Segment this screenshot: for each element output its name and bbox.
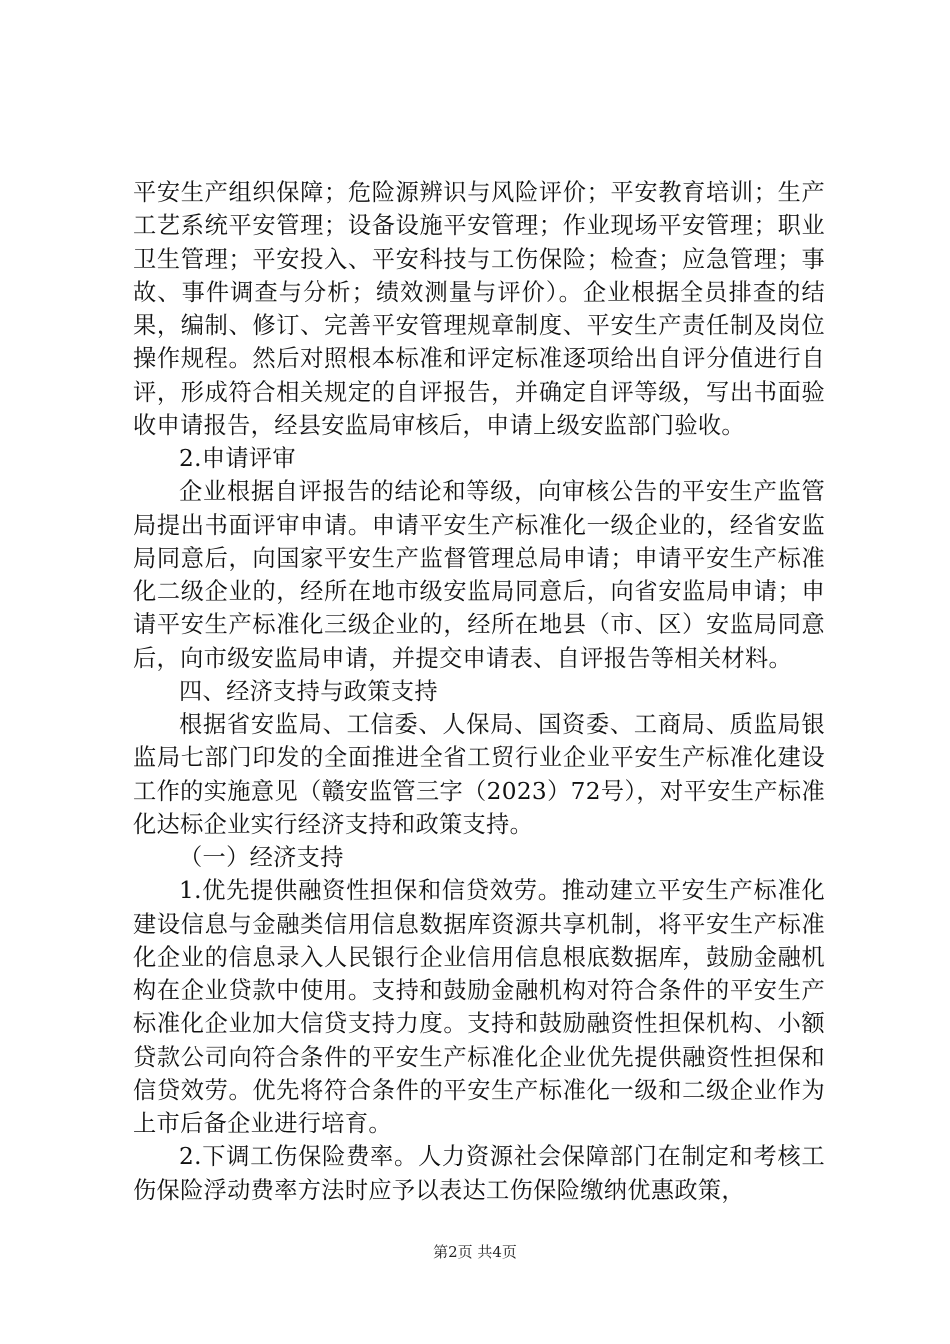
subheading-economic-support: （一）经济支持 (179, 844, 344, 871)
paragraph-financing-guarantee: 1.优先提供融资性担保和信贷效劳。推动建立平安生产标准化建设信息与金融类信用信息数据库资源共享机制，将平安生产标准化企业的信息录入人民银行企业信用信息根底数据库，鼓励金融机构在企业贷款中使用。支持和鼓励金融机构对符合条件的平安生产标准化企业加大信贷支持力度。支持和鼓励融资性担保机构、小额贷款公司向符合条件的平安生产标准化企业优先提供融资性担保和信贷效劳。优先将符合条件的平安生产标准化一级和二级企业作为上市后备企业进行培育。 (133, 877, 825, 1137)
section-heading-economic-policy-support: 四、经济支持与政策支持 (179, 677, 438, 705)
subheading-apply-review: 2.申请评审 (179, 445, 296, 472)
paragraph-apply-review: 企业根据自评报告的结论和等级，向审核公告的平安生产监管局提出书面评审申请。申请平安生产标准化一级企业的，经省安监局同意后，向国家平安生产监督管理总局申请；申请平安生产标准化二级企业的，经所在地市级安监局同意后，向省安监局申请；申请平安生产标准化三级企业的，经所在地县（市、区）安监局同意后，向市级安监局申请，并提交申请表、自评报告等相关材料。 (133, 478, 825, 672)
paragraph-policy-basis: 根据省安监局、工信委、人保局、国资委、工商局、质监局银监局七部门印发的全面推进全省工贸行业企业平安生产标准化建设工作的实施意见（赣安监管三字（2023）72号），对平安生产标准化达标企业实行经济支持和政策支持。 (133, 711, 825, 838)
page-footer: 第2页 共4页 (433, 1243, 517, 1261)
paragraph-continued-text: 平安生产组织保障；危险源辨识与风险评价；平安教育培训；生产工艺系统平安管理；设备设施平安管理；作业现场平安管理；职业卫生管理；平安投入、平安科技与工伤保险；检查；应急管理；事故、事件调查与分析；绩效测量与评价）。企业根据全员排查的结果，编制、修订、完善平安管理规章制度、平安生产责任制及岗位操作规程。然后对照根本标准和评定标准逐项给出自评分值进行自评，形成符合相关规定的自评报告，并确定自评等级，写出书面验收申请报告，经县安监局审核后，申请上级安监部门验收。 (133, 179, 825, 439)
paragraph-injury-insurance: 2.下调工伤保险费率。人力资源社会保障部门在制定和考核工伤保险浮动费率方法时应予以表达工伤保险缴纳优惠政策， (133, 1143, 825, 1204)
document-body (133, 176, 825, 1207)
